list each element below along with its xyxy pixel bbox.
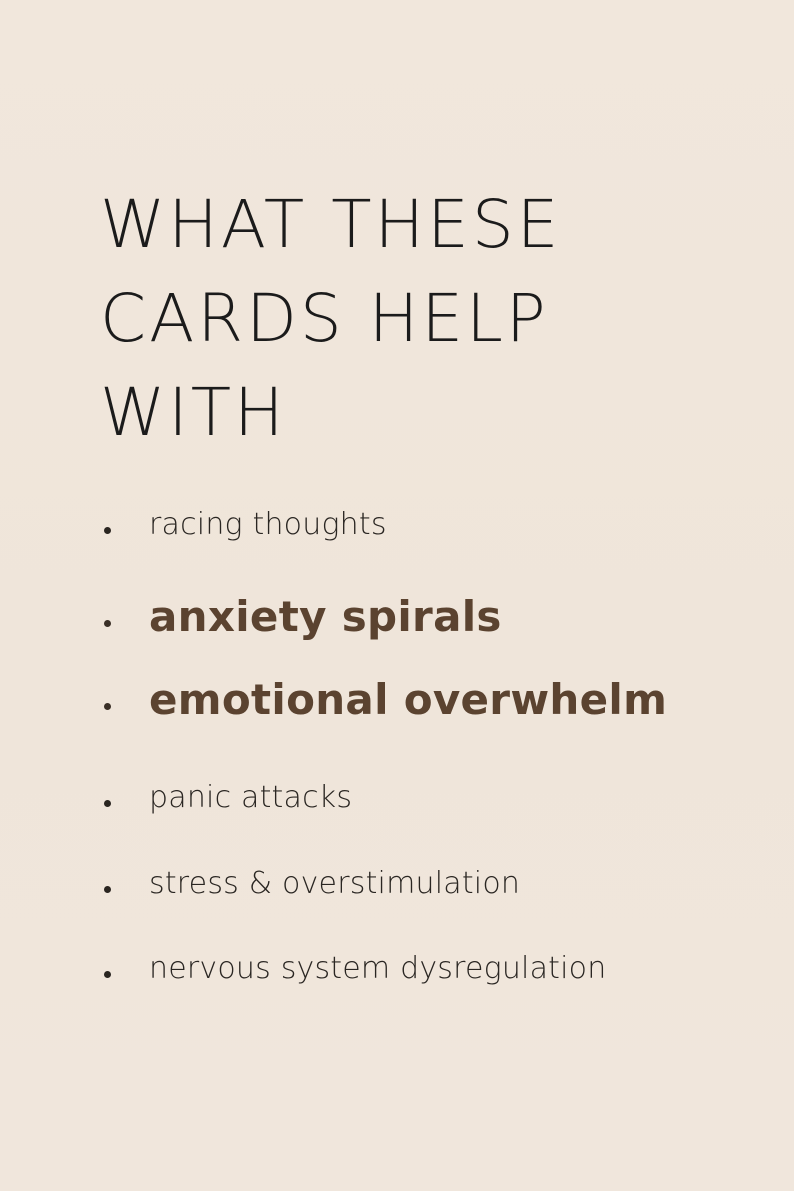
bullet-icon [104, 886, 111, 893]
list-item-nervous-system-dysregulation [104, 951, 607, 986]
list-item-anxiety-spirals [104, 592, 502, 641]
bullet-icon [104, 527, 111, 534]
title-line-3: WITH [100, 374, 287, 451]
title-line-1: WHAT THESE [100, 186, 562, 263]
title-line-2: CARDS HELP [100, 280, 549, 357]
bullet-icon [104, 703, 111, 710]
list-item-label: nervous system dysregulation [149, 951, 607, 986]
bullet-icon [104, 620, 111, 627]
list-item-racing-thoughts [104, 507, 387, 542]
list-item-emotional-overwhelm [104, 675, 668, 724]
bullet-icon [104, 971, 111, 978]
list-item-label: racing thoughts [149, 507, 387, 542]
bullet-icon [104, 800, 111, 807]
list-item-label: panic attacks [149, 780, 353, 815]
list-item-label: emotional overwhelm [149, 675, 668, 724]
list-item-label: stress & overstimulation [149, 866, 521, 901]
list-item-panic-attacks [104, 780, 353, 815]
list-item-label: anxiety spirals [149, 592, 502, 641]
list-item-stress-overstimulation [104, 866, 521, 901]
page-title [100, 178, 720, 460]
